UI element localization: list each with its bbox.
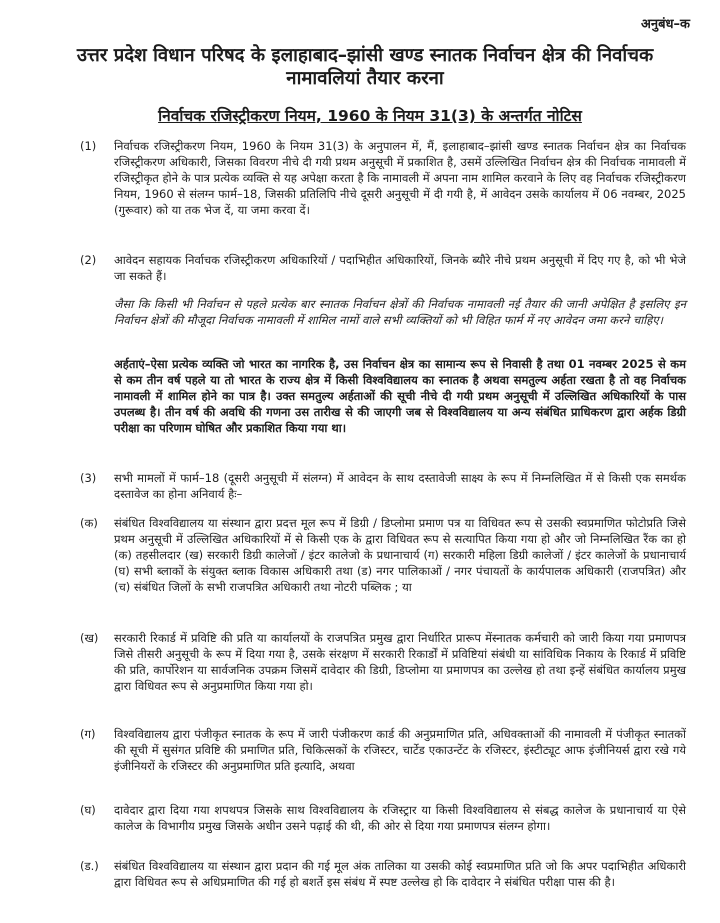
page-title: उत्तर प्रदेश विधान परिषद के इलाहाबाद–झांसी खण्ड स्नातक निर्वाचन क्षेत्र की निर्वाचक नामावलियां तैयार करना bbox=[76, 45, 654, 89]
sub-item-text: सरकारी रिकार्ड में प्रविष्टि की प्रति या कार्यालयों के राजपत्रित प्रमुख द्वारा निर्धारित प्रारूप मेंस्नातक कर्मचारी को जारी किया गया प्रमाणपत्र जिसे तीसरी अनुसूची के रूप में दिया गया है, उसके संरक्षण में सरकारी रिकार्डों में प्रविष्टियां संबंधी या सांविधिक निकाय के रिकार्ड में प्रविष्टि की प्रति, कार्पोरेशन या सार्वजनिक उपक्रम जिसमें दावेदार की डिग्री, डिप्लोमा या प्रमाणपत्र का उल्लेख हो तथा इन्हें संबंधित कार्यालय प्रमुख द्वारा विधिवत रूप से अनुप्रमाणित किया गया हो। bbox=[114, 631, 686, 693]
sub-item-number: (क) bbox=[80, 516, 98, 530]
sub-item-number: (ग) bbox=[80, 727, 96, 741]
sub-item-text: दावेदार द्वारा दिया गया शपथपत्र जिसके साथ विश्वविद्यालय के रजिस्ट्रार या किसी विश्वविद्यालय से संबद्ध कालेज के प्रधानाचार्य या ऐसे कालेज के विभागीय प्रमुख जिसके अधीन उसने पढ़ाई की थी, की ओर से दिया गया प्रमाणपत्र संलग्न होगा। bbox=[114, 803, 686, 833]
section-text: आवेदन सहायक निर्वाचक रजिस्ट्रीकरण अधिकारियों / पदाभिहीत अधिकारियों, जिनके ब्यौरे नीचे प्रथम अनुसूची में दिए गए है, को भी भेजे जा सकते हैं। bbox=[114, 253, 686, 283]
annex-label: अनुबंध–क bbox=[640, 17, 690, 32]
sub-item-number: (ख) bbox=[80, 631, 99, 645]
notice-subtitle: निर्वाचक रजिस्ट्रीकरण नियम, 1960 के नियम 31(3) के अन्तर्गत नोटिस bbox=[158, 107, 582, 125]
sub-item-text: विश्वविद्यालय द्वारा पंजीकृत स्नातक के रूप में जारी पंजीकरण कार्ड की अनुप्रमाणित प्रति, अधिवक्ताओं की नामावली में पंजीकृत स्नातकों की सूची में सुसंगत प्रविष्टि की प्रमाणित प्रति, चिकित्सकों के रजिस्टर, चार्टेड एकाउन्टेंट के रजिस्टर, इंस्टीट्यूट आफ इंजीनियर्स द्वारा रखे गये इंजीनियरों के रजिस्टर की अनुप्रमाणित प्रति इत्यादि, अथवा bbox=[114, 727, 686, 773]
eligibility-paragraph: अर्हताएं–ऐसा प्रत्येक व्यक्ति जो भारत का नागरिक है, उस निर्वाचन क्षेत्र का सामान्य रूप से निवासी है तथा 01 नवम्बर 2025 से कम से कम तीन वर्ष पहले या तो भारत के राज्य क्षेत्र में किसी विश्वविद्यालय का स्नातक है अथवा समतुल्य अर्हता रखता है तो वह निर्वाचक नामावली में शामिल होने का पात्र है। उक्त समतुल्य अर्हताओं की सूची नीचे दी गयी प्रथम अनुसूची में उल्लिखित अधिकारियों के पास उपलब्ध है। तीन वर्ष की अवधि की गणना उस तारीख से की जाएगी जब से विश्वविद्यालय या अन्य संबंधित प्राधिकरण द्वारा अर्हक डिग्री परीक्षा का परिणाम घोषित और प्रकाशित किया गया था। bbox=[114, 357, 686, 435]
reapplication-note: जैसा कि किसी भी निर्वाचन से पहले प्रत्येक बार स्नातक निर्वाचन क्षेत्रों की निर्वाचक नामावली नई तैयार की जानी अपेक्षित है इसलिए इन निर्वाचन क्षेत्रों की मौजूदा निर्वाचक नामावली में शामिल नामों वाले सभी व्यक्तियों को भी विहित फार्म में नए आवेदन जमा करने चाहिए। bbox=[114, 297, 686, 327]
section-text: सभी मामलों में फार्म–18 (दूसरी अनुसूची में संलग्न) में आवेदन के साथ दस्तावेजी साक्ष्य के रूप में निम्नलिखित में से किसी एक समर्थक दस्तावेज का होना अनिवार्य हैः– bbox=[114, 471, 686, 501]
section-number: (2) bbox=[80, 253, 97, 267]
section-number: (3) bbox=[80, 471, 97, 485]
section-text: निर्वाचक रजिस्ट्रीकरण नियम, 1960 के नियम 31(3) के अनुपालन में, मैं, इलाहाबाद–झांसी खण्ड स्नातक निर्वाचन क्षेत्र का निर्वाचक रजिस्ट्रीकरण अधिकारी, जिसका विवरण नीचे दी गयी प्रथम अनुसूची में प्रकाशित है, उसमें उल्लिखित निर्वाचन क्षेत्र की निर्वाचक नामावली में रजिस्ट्रीकृत होने के पात्र प्रत्येक व्यक्ति से यह अपेक्षा करता है कि नामावली में अपना नाम शामिल करवाने के लिए वह निर्वाचक रजिस्ट्रीकरण नियम, 1960 से संलग्न फार्म–18, जिसकी प्रतिलिपि नीचे दूसरी अनुसूची में दी गयी है, में आवेदन उसके कार्यालय में 06 नवम्बर, 2025 (गुरूवार) को या तक भेज दें, या जमा करवा दें। bbox=[114, 139, 686, 217]
sub-item-number: (ड.) bbox=[80, 859, 99, 873]
section-number: (1) bbox=[80, 139, 97, 153]
sub-item-number: (घ) bbox=[80, 803, 96, 817]
sub-item-text: संबंधित विश्वविद्यालय या संस्थान द्वारा प्रदान की गई मूल अंक तालिका या उसकी कोई स्वप्रमाणित प्रति जो कि अपर पदाभिहीत अधिकारी द्वारा विधिवत रूप से अधिप्रमाणित की गई हो बशर्ते इस संबंध में स्पष्ट उल्लेख हो कि दावेदार ने संबंधित परीक्षा पास की है। bbox=[114, 859, 686, 889]
sub-item-text: संबंधित विश्वविद्यालय या संस्थान द्वारा प्रदत्त मूल रूप में डिग्री / डिप्लोमा प्रमाण पत्र या विधिवत रूप से उसकी स्वप्रमाणित फोटोप्रति जिसे प्रथम अनुसूची में उल्लिखित अधिकारियों में से किसी एक के द्वारा विधिवत रूप से सत्यापित किया गया हो और जो निम्नलिखित रैंक का हो (क) तहसीलदार (ख) सरकारी डिग्री कालेजों / इंटर कालेजो के प्रधानाचार्य (ग) सरकारी महिला डिग्री कालेजों / इंटर कालेजों के प्रधानाचार्य (घ) सभी ब्लाकों के संयुक्त ब्लाक विकास अधिकारी तथा (ड) नगर पालिकाओं / नगर पंचायतों के कार्यपालक अधिकारी (राजपत्रित) और (च) संबंधित जिलों के सभी राजपत्रित अधिकारी तथा नोटरी पब्लिक ; या bbox=[114, 516, 686, 594]
